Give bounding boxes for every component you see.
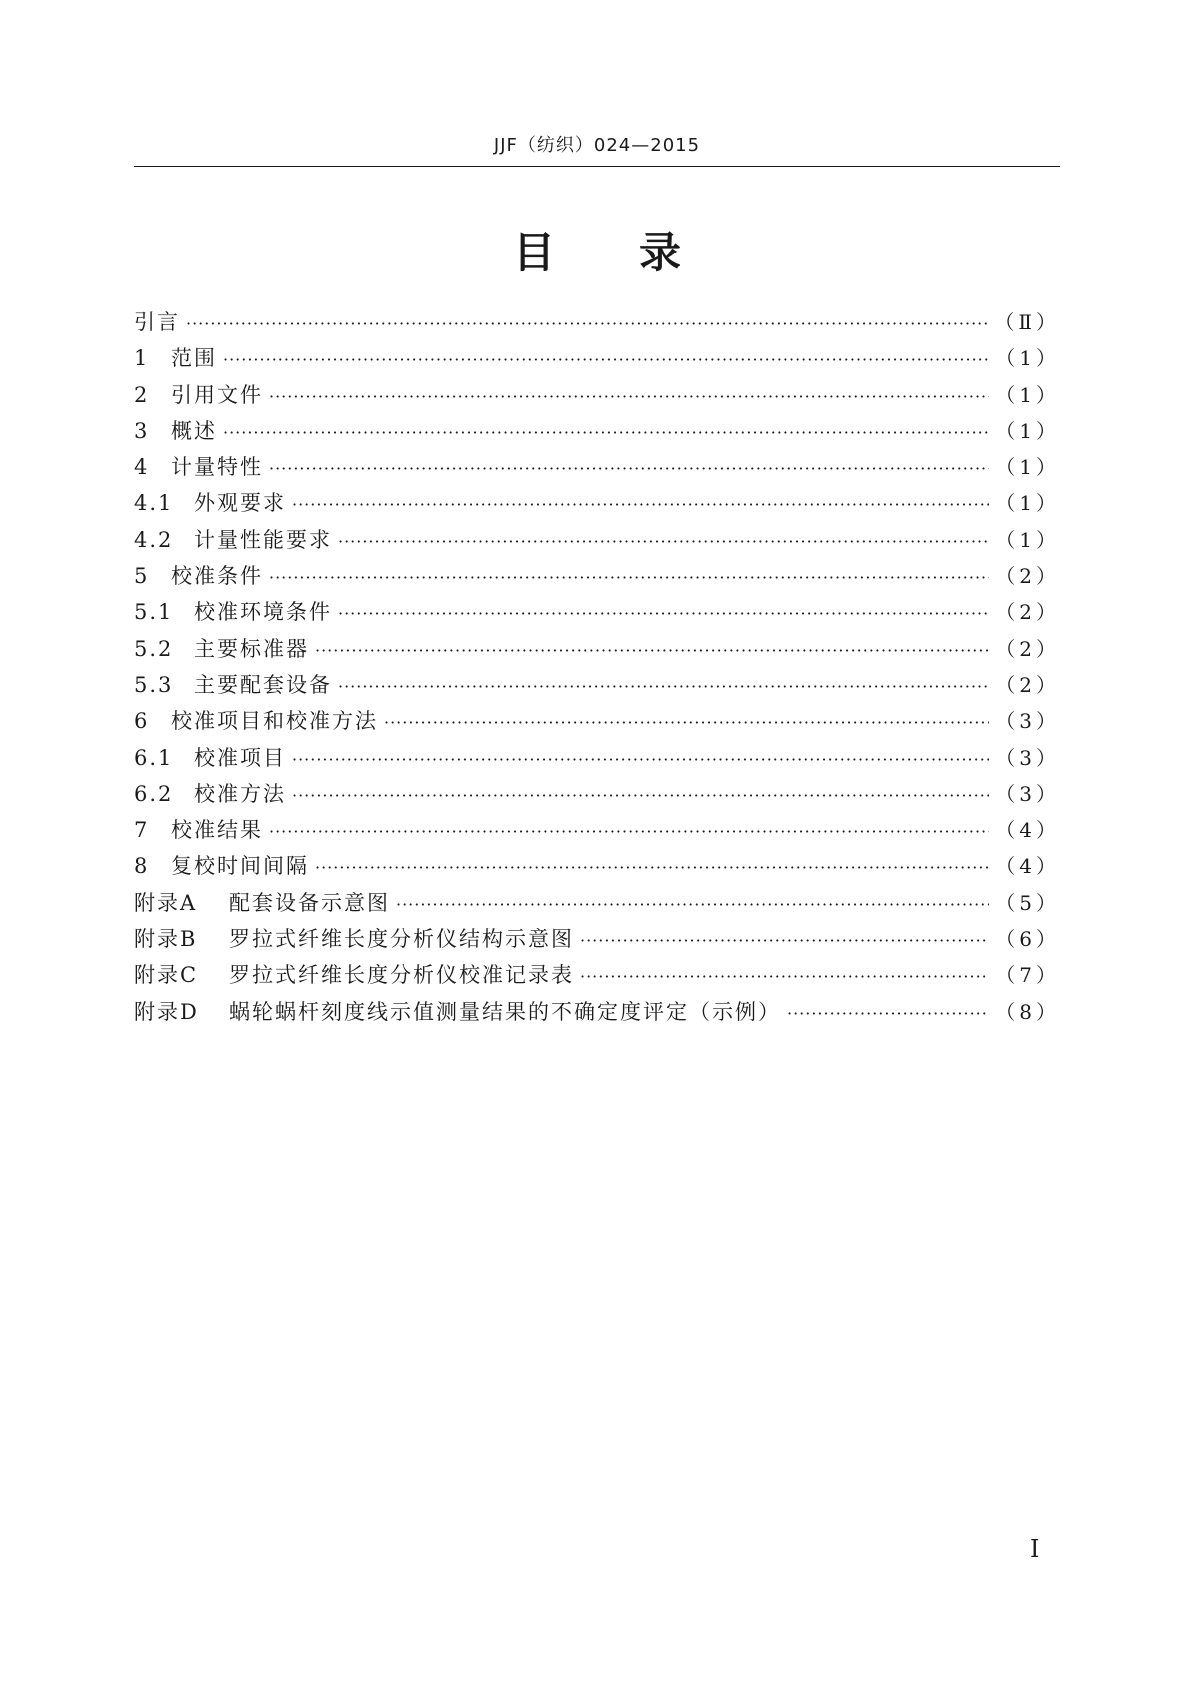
toc-entry-number: 7 bbox=[134, 818, 150, 843]
toc-entry-page: （3） bbox=[995, 745, 1060, 770]
toc-dot-leader bbox=[338, 677, 989, 696]
toc-dot-leader bbox=[315, 858, 989, 877]
toc-entry-page: （2） bbox=[995, 672, 1060, 697]
toc-entry-number: 2 bbox=[134, 382, 150, 407]
toc-entry-5[interactable] bbox=[134, 560, 1060, 596]
toc-entry-label: 主要配套设备 bbox=[194, 672, 332, 697]
toc-entry-label: 校准项目 bbox=[194, 745, 286, 770]
toc-entry-page: （3） bbox=[995, 709, 1060, 734]
toc-entry-label: 校准环境条件 bbox=[194, 600, 332, 625]
toc-dot-leader bbox=[580, 931, 989, 950]
toc-entry-number: 4.1 bbox=[134, 491, 174, 516]
toc-dot-leader bbox=[580, 967, 989, 986]
toc-entry-page: （4） bbox=[995, 854, 1060, 879]
toc-entry-2[interactable] bbox=[134, 379, 1060, 415]
toc-entry-label: 引用文件 bbox=[171, 382, 263, 407]
toc-entry-number: 4.2 bbox=[134, 527, 174, 552]
toc-entry-6-2[interactable] bbox=[134, 778, 1060, 814]
toc-entry-number: 6 bbox=[134, 709, 150, 734]
toc-entry-number: 附录C bbox=[134, 963, 199, 988]
toc-entry-6-1[interactable] bbox=[134, 742, 1060, 778]
toc-entry-label: 范围 bbox=[171, 346, 217, 371]
toc-entry-preface[interactable] bbox=[134, 306, 1060, 342]
toc-entry-label: 校准项目和校准方法 bbox=[171, 709, 378, 734]
toc-entry-label: 复校时间间隔 bbox=[171, 854, 309, 879]
toc-entry-label: 校准结果 bbox=[171, 818, 263, 843]
toc-entry-appendix-c[interactable] bbox=[134, 959, 1060, 995]
toc-entry-number: 1 bbox=[134, 346, 150, 371]
toc-entry-label: 概述 bbox=[171, 418, 217, 443]
toc-title: 目录 bbox=[512, 228, 765, 277]
toc-dot-leader bbox=[384, 713, 989, 732]
toc-entry-5-2[interactable] bbox=[134, 633, 1060, 669]
page-number: Ⅰ bbox=[1030, 1535, 1040, 1563]
toc-entry-label: 罗拉式纤维长度分析仪结构示意图 bbox=[229, 927, 574, 952]
toc-entry-number: 附录A bbox=[134, 890, 198, 915]
toc-entry-label: 校准条件 bbox=[171, 564, 263, 589]
toc-entry-7[interactable] bbox=[134, 814, 1060, 850]
toc-entry-page: （6） bbox=[995, 927, 1060, 952]
toc-entry-4[interactable] bbox=[134, 451, 1060, 487]
toc-entry-label: 外观要求 bbox=[194, 491, 286, 516]
toc-entry-page: （Ⅱ） bbox=[994, 310, 1060, 334]
toc-entry-label: 主要标准器 bbox=[194, 636, 309, 661]
toc-entry-6[interactable] bbox=[134, 705, 1060, 741]
toc-entry-page: （5） bbox=[995, 890, 1060, 915]
toc-entry-page: （1） bbox=[995, 491, 1060, 516]
toc-entry-number: 5.1 bbox=[134, 600, 174, 625]
toc-entry-page: （7） bbox=[995, 963, 1060, 988]
toc-entry-1[interactable] bbox=[134, 342, 1060, 378]
toc-entry-number: 5.2 bbox=[134, 636, 174, 661]
toc-entry-page: （2） bbox=[995, 600, 1060, 625]
toc-entry-page: （2） bbox=[995, 564, 1060, 589]
toc-entry-page: （1） bbox=[995, 346, 1060, 371]
toc-entry-4-2[interactable] bbox=[134, 524, 1060, 560]
toc-dot-leader bbox=[292, 750, 989, 769]
toc-dot-leader bbox=[186, 314, 988, 333]
toc-entry-label: 计量性能要求 bbox=[194, 527, 332, 552]
toc-dot-leader bbox=[315, 641, 989, 660]
toc-entry-number: 3 bbox=[134, 418, 150, 443]
toc-entry-appendix-b[interactable] bbox=[134, 923, 1060, 959]
toc-entry-appendix-a[interactable] bbox=[134, 887, 1060, 923]
toc-dot-leader bbox=[269, 459, 989, 478]
toc-entry-number: 4 bbox=[134, 455, 150, 480]
toc-entry-label: 计量特性 bbox=[171, 455, 263, 480]
toc-entry-number: 5 bbox=[134, 564, 150, 589]
toc-entry-label: 配套设备示意图 bbox=[229, 890, 390, 915]
toc-entry-page: （2） bbox=[995, 636, 1060, 661]
toc-dot-leader bbox=[292, 495, 989, 514]
toc-entry-page: （4） bbox=[995, 818, 1060, 843]
toc-entry-page: （3） bbox=[995, 781, 1060, 806]
toc-entry-page: （1） bbox=[995, 382, 1060, 407]
toc-dot-leader bbox=[787, 1004, 989, 1023]
toc-entry-label: 蜗轮蜗杆刻度线示值测量结果的不确定度评定（示例） bbox=[229, 999, 781, 1024]
toc-entry-5-3[interactable] bbox=[134, 669, 1060, 705]
document-header: JJF（纺织）024—2015 bbox=[493, 135, 701, 156]
toc-dot-leader bbox=[269, 822, 989, 841]
toc-entry-3[interactable] bbox=[134, 415, 1060, 451]
toc-entry-label: 罗拉式纤维长度分析仪校准记录表 bbox=[229, 963, 574, 988]
toc-dot-leader bbox=[223, 423, 989, 442]
toc-entry-page: （1） bbox=[995, 455, 1060, 480]
toc-entry-5-1[interactable] bbox=[134, 596, 1060, 632]
toc-dot-leader bbox=[269, 568, 989, 587]
toc-entry-label: 引言 bbox=[134, 310, 180, 334]
toc-dot-leader bbox=[396, 895, 989, 914]
toc-dot-leader bbox=[338, 604, 989, 623]
toc-dot-leader bbox=[223, 350, 989, 369]
header-divider bbox=[134, 166, 1060, 167]
table-of-contents bbox=[134, 306, 1060, 1032]
toc-entry-number: 6.2 bbox=[134, 781, 174, 806]
toc-dot-leader bbox=[292, 786, 989, 805]
toc-dot-leader bbox=[269, 387, 989, 406]
toc-entry-8[interactable] bbox=[134, 850, 1060, 886]
toc-dot-leader bbox=[338, 532, 989, 551]
toc-entry-number: 附录D bbox=[134, 999, 199, 1024]
toc-entry-page: （1） bbox=[995, 418, 1060, 443]
toc-entry-appendix-d[interactable] bbox=[134, 996, 1060, 1032]
toc-entry-page: （1） bbox=[995, 527, 1060, 552]
toc-entry-number: 6.1 bbox=[134, 745, 174, 770]
toc-entry-page: （8） bbox=[995, 999, 1060, 1024]
toc-entry-number: 附录B bbox=[134, 927, 198, 952]
toc-entry-number: 8 bbox=[134, 854, 150, 879]
toc-entry-4-1[interactable] bbox=[134, 487, 1060, 523]
toc-entry-number: 5.3 bbox=[134, 672, 174, 697]
toc-entry-label: 校准方法 bbox=[194, 781, 286, 806]
